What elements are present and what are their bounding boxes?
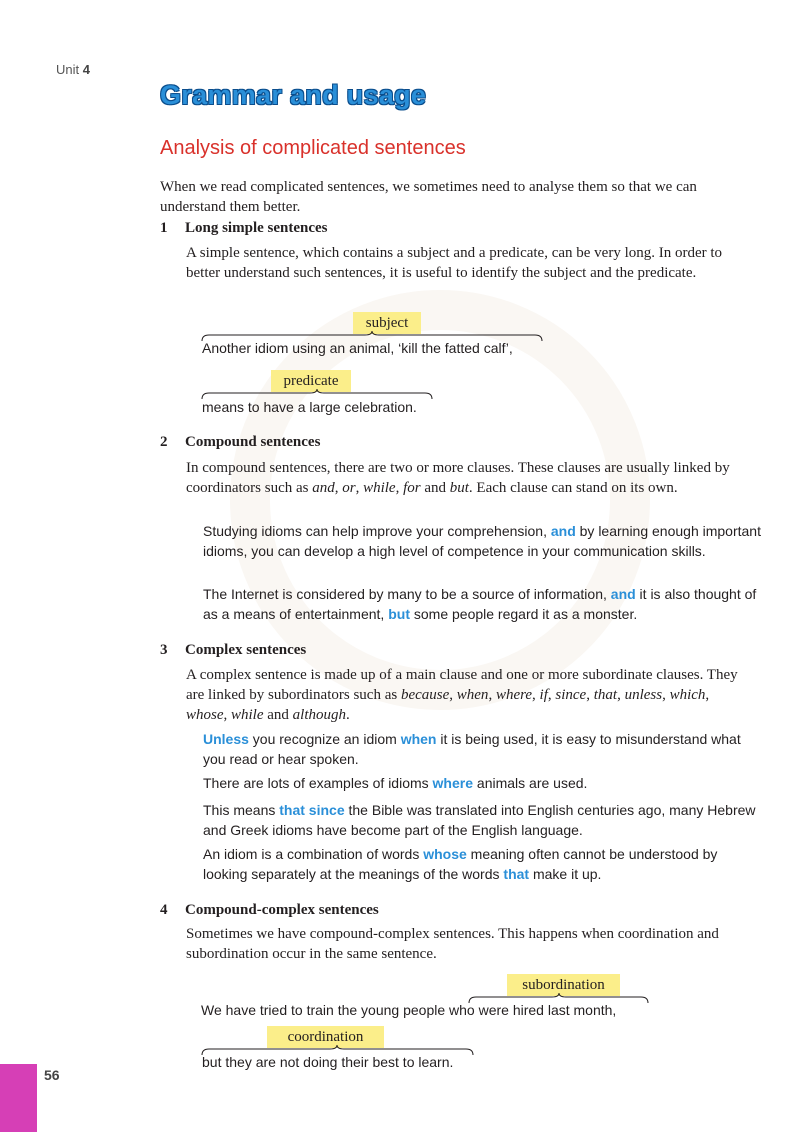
complex-example-1: Unless you recognize an idiom when it is being used, it is easy to misunderstand what you read or hear spoken.: [203, 731, 741, 767]
subordination-label: subordination: [507, 974, 620, 996]
compound-complex-sentence-1: We have tried to train the young people who were hired last month,: [201, 1002, 617, 1018]
example-sentence-predicate: means to have a large celebration.: [202, 399, 417, 415]
compound-example-1: Studying idioms can help improve your comprehension, and by learning enough important idioms, you can develop a high level of competence in your communication skills.: [203, 523, 761, 559]
unit-label: Unit 4: [56, 62, 90, 77]
complex-example-4: An idiom is a combination of words whose meaning often cannot be understood by looking separately at the meanings of the words that make it up.: [203, 846, 718, 882]
example-sentence-subject: Another idiom using an animal, ‘kill the fatted calf’,: [202, 340, 513, 356]
section-4-heading: 4 Compound-complex sentences: [160, 902, 379, 918]
section-2-heading: 2 Compound sentences: [160, 434, 321, 450]
compound-example-2: The Internet is considered by many to be a source of information, and it is also thought of as a means of entertainment, but some people regard it as a monster.: [203, 586, 757, 622]
section-4-description: Sometimes we have compound-complex sentences. This happens when coordination and subordination occur in the same sentence.: [186, 926, 719, 962]
section-2-description: In compound sentences, there are two or more clauses. These clauses are usually linked by coordinators such as and, or, while, for and but. Each clause can stand on its own.: [186, 460, 730, 496]
section-3-description: A complex sentence is made up of a main clause and one or more subordinate clauses. They are linked by subordinators such as because, when, where, if, since, that, unless, which, whose, while and although.: [186, 667, 738, 723]
section-1-description: A simple sentence, which contains a subject and a predicate, can be very long. In order to better understand such sentences, it is useful to identify the subject and the predicate.: [186, 245, 723, 281]
page-title: Grammar and usage: [160, 80, 427, 110]
intro-paragraph: When we read complicated sentences, we sometimes need to analyse them so that we can understand them better.: [160, 179, 697, 215]
section-3-heading: 3 Complex sentences: [160, 642, 307, 658]
page-number: 56: [44, 1067, 60, 1083]
complex-example-2: There are lots of examples of idioms where animals are used.: [203, 775, 588, 791]
coordination-label: coordination: [267, 1026, 384, 1048]
subject-label: subject: [353, 312, 421, 334]
page-accent-bar: [0, 1064, 37, 1132]
predicate-label: predicate: [271, 370, 351, 392]
complex-example-3: This means that since the Bible was translated into English centuries ago, many Hebrew and Greek idioms have become part of the English language.: [203, 802, 756, 838]
compound-complex-sentence-2: but they are not doing their best to learn.: [202, 1054, 454, 1070]
section-title: Analysis of complicated sentences: [160, 137, 466, 159]
section-1-heading: 1 Long simple sentences: [160, 220, 328, 236]
